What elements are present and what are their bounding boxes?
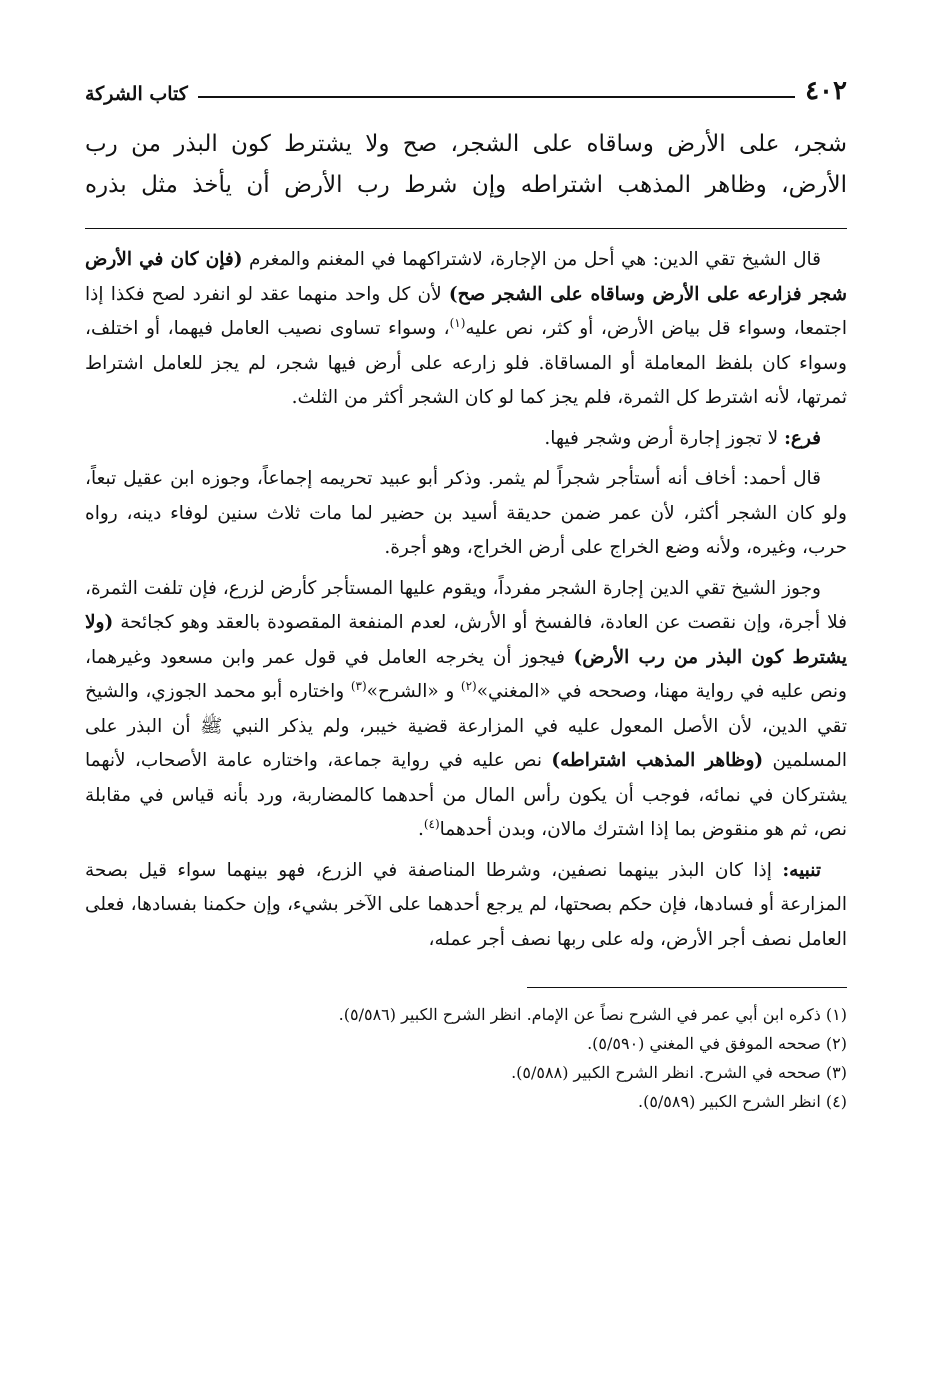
running-header	[85, 60, 847, 104]
footnote-3: (٣) صححه في الشرح. انظر الشرح الكبير (٥/٥٨٨).	[511, 1063, 847, 1082]
chapter-title: كتاب الشركة	[85, 83, 188, 105]
header-rule	[198, 96, 795, 98]
tanbih-label: تنبيه:	[782, 859, 821, 881]
far-label: فرع:	[784, 427, 821, 449]
commentary-paragraph-3: قال أحمد: أخاف أنه أستأجر شجراً لم يثمر. وذكر أبو عبيد تحريمه إجماعاً، وجوزه ابن عقيل تبعاً، ولو كان الشجر أكثر، لأن عمر ضمن حديقة أسيد بن حضير لما مات ثلاث سنين لوفاء دينه، رواه حرب، وغيره، ولأنه وضع الخراج على أرض الخراج، وهو أجرة.	[85, 468, 847, 558]
commentary-paragraph-1: قال الشيخ تقي الدين: هي أحل من الإجارة، لاشتراكهما في المغنم والمغرم (فإن كان في الأرض شجر فزارعه على الأرض وساقاه على الشجر صح) لأن كل واحد منهما عقد لو انفرد لصح فكذا إذا اجتمعا، وسواء قل بياض الأرض، أو كثر، نص عليه$^{(١)}$، وسواء تساوى نصيب العامل فيهما، أو اختلف، وسواء كان بلفظ المعاملة أو المساقاة. فلو زارعه على أرض فيها شجر، لم يجز للعامل اشتراط ثمرتها، لأنه اشترط كل الثمرة، فلم يجز كما لو كان الشجر أكثر من الثلث.	[85, 249, 847, 408]
commentary-paragraph-2: فرع: لا تجوز إجارة أرض وشجر فيها.	[544, 427, 821, 449]
footnote-1: (١) ذكره ابن أبي عمر في الشرح نصاً عن الإمام. انظر الشرح الكبير (٥/٥٨٦).	[338, 1005, 847, 1024]
footnote-ref-4: (٤)	[423, 816, 440, 831]
quoted-matn: (ولا يشترط كون البذر من رب الأرض)	[85, 612, 847, 668]
page-number: ٤٠٢	[805, 76, 847, 106]
footnote-ref-3: (٣)	[350, 678, 367, 693]
commentary-paragraph-4: وجوز الشيخ تقي الدين إجارة الشجر مفرداً، ويقوم عليها المستأجر كأرض لزرع، فإن تلفت الثمرة، فلا أجرة، وإن نقصت عن العادة، فالفسخ أو الأرش، لعدم المنفعة المقصودة بالعقد وهو كجائحة (ولا يشترط كون البذر من رب الأرض) فيجوز أن يخرجه العامل في قول عمر وابن مسعود وغيرهما، ونص عليه في رواية مهنا، وصححه في «المغني»$^{(٢)}$ و «الشرح»$^{(٣)}$ واختاره أبو محمد الجوزي، والشيخ تقي الدين، لأن الأصل المعول عليه في المزارعة قضية خيبر، ولم يذكر النبي ﷺ أن البذر على المسلمين (وظاهر المذهب اشتراطه) نص عليه في رواية جماعة، واختاره عامة الأصحاب، لأنهما يشتركان في نمائه، فوجب أن يكون رأس المال من أحدهما كالمضاربة، ورد بأنه قياس في مقابلة نص، ثم هو منقوض بما إذا اشترك مالان، وبدن أحدهما$^{(٤)}$.	[85, 577, 847, 840]
main-text-line-1: شجر، على الأرض وساقاه على الشجر، صح ولا يشترط كون البذر من رب	[85, 131, 847, 157]
main-text	[85, 124, 847, 206]
text-divider	[85, 228, 847, 229]
commentary	[85, 243, 847, 957]
commentary-paragraph-5: تنبيه: إذا كان البذر بينهما نصفين، وشرطا المناصفة في الزرع، فهو بينهما سواء قيل بصحة المزارعة أو فسادها، فإن حكم بصحتها، لم يرجع أحدهما على الآخر بشيء، وإن حكمنا بفسادها، فعلى العامل نصف أجر الأرض، وله على ربها نصف أجر عمله،	[85, 859, 847, 950]
book-page	[85, 60, 847, 1116]
main-text-line-2: الأرض، وظاهر المذهب اشتراطه وإن شرط رب الأرض أن يأخذ مثل بذره	[85, 172, 847, 198]
footnote-ref-2: (٢)	[460, 678, 477, 693]
footnote-ref-1: (١)	[449, 315, 466, 330]
footnotes	[85, 1000, 847, 1116]
footnote-4: (٤) انظر الشرح الكبير (٥/٥٨٩).	[637, 1092, 847, 1111]
quoted-matn: (فإن كان في الأرض شجر فزارعه على الأرض وساقاه على الشجر صح)	[85, 249, 847, 305]
footnote-2: (٢) صححه الموفق في المغني (٥/٥٩٠).	[587, 1034, 847, 1053]
quoted-matn: (وظاهر المذهب اشتراطه)	[551, 750, 764, 771]
footnote-rule	[527, 987, 847, 988]
